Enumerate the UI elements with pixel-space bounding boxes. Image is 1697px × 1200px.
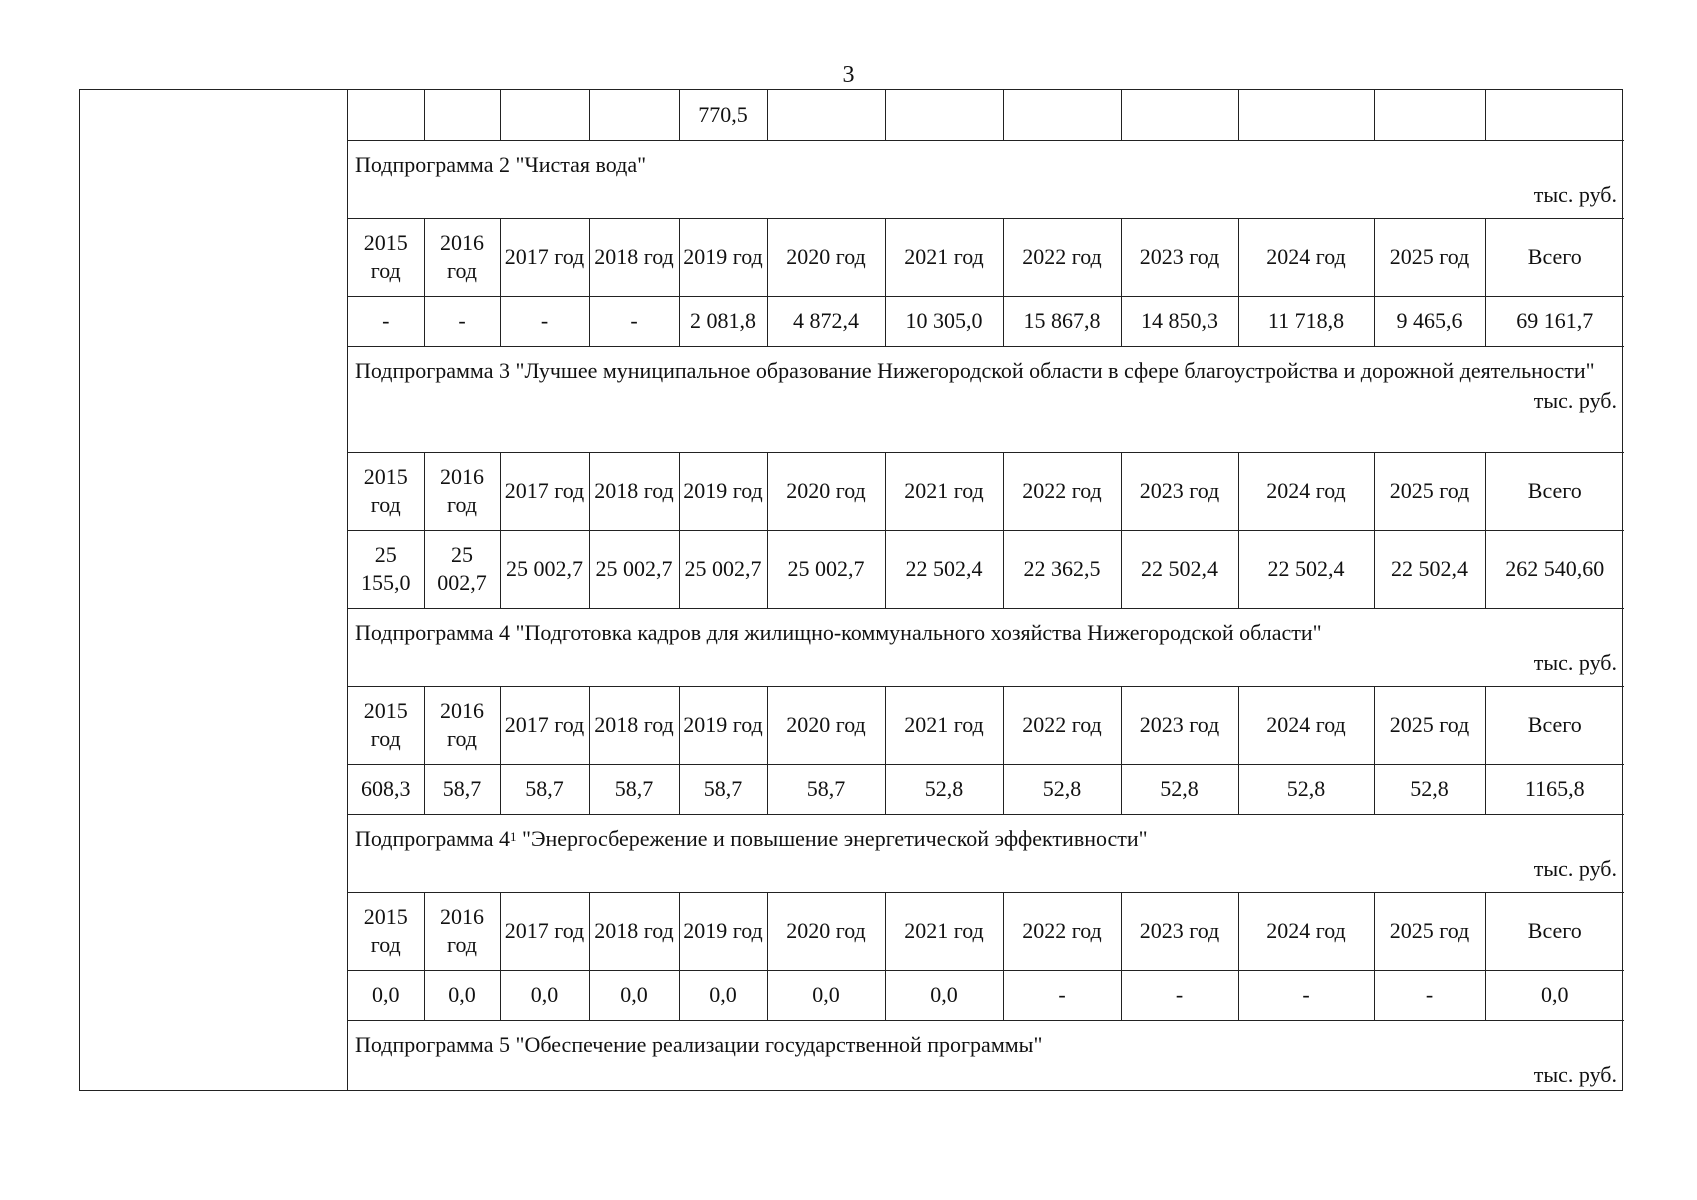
- table-cell: 22 502,4: [1238, 530, 1374, 608]
- unit-label: тыс. руб.: [1533, 855, 1617, 881]
- column-header: 2017 год: [500, 218, 589, 296]
- table-cell: 9 465,6: [1374, 296, 1485, 346]
- subprogram-2-header-row: [348, 218, 1624, 296]
- table-cell: -: [589, 296, 679, 346]
- column-header: 2024 год: [1238, 452, 1374, 530]
- table-cell: 58,7: [679, 764, 767, 814]
- table-cell: 22 362,5: [1003, 530, 1121, 608]
- column-header: 2021 год: [885, 686, 1003, 764]
- column-header: 2022 год: [1003, 452, 1121, 530]
- column-header: 2021 год: [885, 892, 1003, 970]
- column-header: 2024 год: [1238, 218, 1374, 296]
- column-header: 2022 год: [1003, 892, 1121, 970]
- table-cell: 25 002,7: [679, 530, 767, 608]
- table-cell: [500, 90, 589, 140]
- table-cell: -: [500, 296, 589, 346]
- table-cell: [1485, 90, 1624, 140]
- subprogram-4-header-row: [348, 686, 1624, 764]
- table-cell: [589, 90, 679, 140]
- column-header: 2021 год: [885, 218, 1003, 296]
- subprogram-3-values-row: [348, 530, 1624, 608]
- subprogram-4-1-title-row: [348, 814, 1624, 892]
- table-cell: [424, 90, 500, 140]
- table-cell: -: [1121, 970, 1238, 1020]
- column-header: 2017 год: [500, 892, 589, 970]
- table-cell: 0,0: [424, 970, 500, 1020]
- column-header: 2017 год: [500, 452, 589, 530]
- subprogram-3-header-row: [348, 452, 1624, 530]
- table-cell: [1238, 90, 1374, 140]
- table-cell: 52,8: [1003, 764, 1121, 814]
- table-cell: 25 002,7: [500, 530, 589, 608]
- column-header: 2022 год: [1003, 686, 1121, 764]
- table-cell: 4 872,4: [767, 296, 885, 346]
- table-cell: 52,8: [1238, 764, 1374, 814]
- subprogram-4-1-title-prefix: Подпрограмма 4: [355, 825, 510, 851]
- table-cell: 0,0: [767, 970, 885, 1020]
- carryover-row: [348, 90, 1624, 140]
- table-cell: 25 002,7: [424, 530, 500, 608]
- column-header: 2015 год: [348, 892, 424, 970]
- table-cell: -: [1374, 970, 1485, 1020]
- table-cell: 262 540,60: [1485, 530, 1624, 608]
- table-cell: 2 081,8: [679, 296, 767, 346]
- column-header: 2019 год: [679, 686, 767, 764]
- column-header: Всего: [1485, 218, 1624, 296]
- column-header: 2020 год: [767, 452, 885, 530]
- column-header: 2024 год: [1238, 892, 1374, 970]
- table-cell: [767, 90, 885, 140]
- page-number: 3: [842, 62, 855, 88]
- table-cell: 22 502,4: [885, 530, 1003, 608]
- subprogram-5-title-cell: [348, 1020, 1624, 1098]
- subprogram-3-title-row: [348, 346, 1624, 452]
- table-cell: 58,7: [500, 764, 589, 814]
- table-cell: 22 502,4: [1121, 530, 1238, 608]
- subprogram-5-title-row: [348, 1020, 1624, 1098]
- subprogram-2-title: Подпрограмма 2 "Чистая вода": [355, 151, 647, 177]
- table-cell: 0,0: [885, 970, 1003, 1020]
- table-cell: -: [348, 296, 424, 346]
- column-header: 2018 год: [589, 892, 679, 970]
- subprogram-4-1-title-suffix: "Энергосбережение и повышение энергетической эффективности": [516, 825, 1148, 851]
- column-header: 2020 год: [767, 892, 885, 970]
- column-header: 2018 год: [589, 218, 679, 296]
- column-header: 2023 год: [1121, 892, 1238, 970]
- column-header: 2019 год: [679, 452, 767, 530]
- subprogram-2-values-row: [348, 296, 1624, 346]
- table-cell: 10 305,0: [885, 296, 1003, 346]
- subprogram-4-1-values-row: [348, 970, 1624, 1020]
- unit-label: тыс. руб.: [1533, 649, 1617, 675]
- column-header: 2025 год: [1374, 452, 1485, 530]
- column-header: 2016 год: [424, 686, 500, 764]
- subprogram-4-title-row: [348, 608, 1624, 686]
- table-cell: 0,0: [348, 970, 424, 1020]
- column-header: 2023 год: [1121, 686, 1238, 764]
- table-cell: 608,3: [348, 764, 424, 814]
- table-cell: [1121, 90, 1238, 140]
- column-header: 2022 год: [1003, 218, 1121, 296]
- table-cell: 15 867,8: [1003, 296, 1121, 346]
- table-cell: 58,7: [424, 764, 500, 814]
- subprogram-4-title-cell: [348, 608, 1624, 686]
- table-cell: 0,0: [500, 970, 589, 1020]
- column-header: Всего: [1485, 452, 1624, 530]
- left-label-column: [80, 90, 348, 1090]
- table-cell: 14 850,3: [1121, 296, 1238, 346]
- subprogram-4-title: Подпрограмма 4 "Подготовка кадров для жилищно-коммунального хозяйства Нижегородской области": [355, 619, 1322, 645]
- column-header: 2020 год: [767, 218, 885, 296]
- table-cell: 770,5: [679, 90, 767, 140]
- table-cell: 58,7: [589, 764, 679, 814]
- footnote-superscript: 1: [509, 828, 517, 844]
- subprogram-2-title-cell: [348, 140, 1624, 218]
- subprogram-5-title: Подпрограмма 5 "Обеспечение реализации государственной программы": [355, 1031, 1043, 1057]
- table-cell: 52,8: [1374, 764, 1485, 814]
- column-header: Всего: [1485, 686, 1624, 764]
- table-cell: -: [1238, 970, 1374, 1020]
- table-cell: -: [424, 296, 500, 346]
- funding-section: [348, 90, 1622, 1090]
- table-cell: 69 161,7: [1485, 296, 1624, 346]
- table-cell: 52,8: [885, 764, 1003, 814]
- column-header: 2019 год: [679, 892, 767, 970]
- table-cell: -: [1003, 970, 1121, 1020]
- column-header: 2025 год: [1374, 892, 1485, 970]
- column-header: 2015 год: [348, 686, 424, 764]
- column-header: 2020 год: [767, 686, 885, 764]
- table-cell: [1374, 90, 1485, 140]
- table-cell: [1003, 90, 1121, 140]
- table-cell: 0,0: [589, 970, 679, 1020]
- table-cell: 0,0: [679, 970, 767, 1020]
- table-cell: 25 002,7: [767, 530, 885, 608]
- column-header: Всего: [1485, 892, 1624, 970]
- column-header: 2016 год: [424, 218, 500, 296]
- unit-label: тыс. руб.: [1533, 1061, 1617, 1087]
- column-header: 2015 год: [348, 452, 424, 530]
- subprogram-4-1-title-cell: [348, 814, 1624, 892]
- table-cell: 52,8: [1121, 764, 1238, 814]
- column-header: 2025 год: [1374, 218, 1485, 296]
- column-header: 2021 год: [885, 452, 1003, 530]
- subprogram-3-title: Подпрограмма 3 "Лучшее муниципальное образование Нижегородской области в сфере благоустройства и дорожной деятельности": [355, 357, 1595, 383]
- subprogram-4-values-row: [348, 764, 1624, 814]
- column-header: 2018 год: [589, 452, 679, 530]
- column-header: 2023 год: [1121, 452, 1238, 530]
- table-cell: 0,0: [1485, 970, 1624, 1020]
- table-cell: 25 155,0: [348, 530, 424, 608]
- table-cell: [885, 90, 1003, 140]
- table-cell: [348, 90, 424, 140]
- column-header: 2018 год: [589, 686, 679, 764]
- column-header: 2019 год: [679, 218, 767, 296]
- document-table: [79, 89, 1623, 1091]
- column-header: 2016 год: [424, 892, 500, 970]
- column-header: 2023 год: [1121, 218, 1238, 296]
- unit-label: тыс. руб.: [1533, 181, 1617, 207]
- subprogram-4-1-title: [355, 825, 1617, 853]
- column-header: 2025 год: [1374, 686, 1485, 764]
- table-cell: 58,7: [767, 764, 885, 814]
- subprogram-2-title-row: [348, 140, 1624, 218]
- table-cell: 11 718,8: [1238, 296, 1374, 346]
- funding-table: [348, 90, 1624, 1098]
- column-header: 2016 год: [424, 452, 500, 530]
- column-header: 2024 год: [1238, 686, 1374, 764]
- table-cell: 25 002,7: [589, 530, 679, 608]
- unit-label: тыс. руб.: [1533, 387, 1617, 413]
- column-header: 2017 год: [500, 686, 589, 764]
- subprogram-3-title-cell: [348, 346, 1624, 452]
- subprogram-4-1-header-row: [348, 892, 1624, 970]
- column-header: 2015 год: [348, 218, 424, 296]
- table-cell: 22 502,4: [1374, 530, 1485, 608]
- table-cell: 1165,8: [1485, 764, 1624, 814]
